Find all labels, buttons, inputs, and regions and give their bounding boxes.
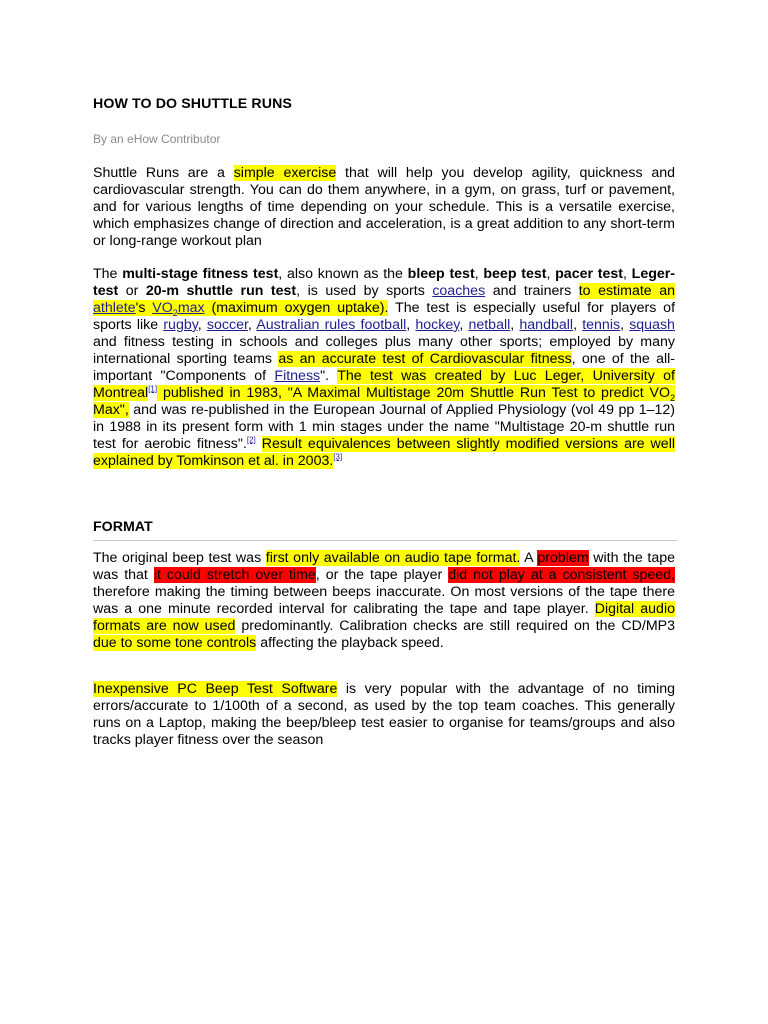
text: ,	[474, 266, 484, 282]
highlight-yellow: Inexpensive PC Beep Test Software	[93, 681, 338, 697]
bold-term: Leger-test	[93, 266, 676, 299]
text: published in 1983, "A Maximal Multistage 20m Shuttle Run Test to predict VO	[157, 385, 670, 401]
highlight-red: did not play at a consistent speed,	[448, 567, 676, 583]
text: Shuttle Runs are a	[93, 165, 234, 181]
link-handball[interactable]: handball	[519, 317, 574, 333]
link-fitness[interactable]: Fitness	[274, 368, 321, 384]
text: ,	[546, 266, 556, 282]
text: (maximum oxygen uptake).	[204, 300, 389, 316]
link-australian-rules-football[interactable]: Australian rules football	[256, 317, 407, 333]
text: , or the tape player	[315, 567, 449, 583]
software-paragraph	[93, 681, 675, 749]
text: ,	[197, 317, 207, 333]
text: and was re-published in the European Journal of Applied Physiology (vol 49 pp 1–12) in 1988 in its present form with 1 min stages under the name "Multistage 20-m shuttle run test for aerobic fitness".	[93, 402, 675, 452]
link-coaches[interactable]: coaches	[432, 283, 486, 299]
text: The original beep test was	[93, 550, 266, 566]
subscript: 2	[669, 392, 675, 403]
link-netball[interactable]: netball	[468, 317, 511, 333]
text: ,	[622, 266, 632, 282]
text	[256, 436, 262, 452]
text: ,	[573, 317, 583, 333]
highlight-yellow: first only available on audio tape format.	[265, 550, 521, 566]
highlight-yellow: as an accurate test of Cardiovascular fitness	[278, 351, 572, 367]
highlight-yellow: simple exercise	[233, 165, 337, 181]
text: with the tape was that	[93, 550, 675, 583]
citation-2[interactable]: [2]	[246, 435, 256, 445]
text: that will help you develop agility, quickness and cardiovascular strength. You can do them anywhere, in a gym, on grass, turf or pavement, and for various lengths of time depending on your schedule. This is a versatile exercise, which emphasizes change of direction and acceleration, is a great addition to any short-term or long-range workout plan	[93, 165, 676, 249]
highlight-yellow: Digital audio formats are now used	[93, 601, 675, 634]
text: ,	[510, 317, 520, 333]
text: The	[93, 266, 123, 282]
bold-term: 20-m shuttle run test	[145, 283, 297, 299]
text: ,	[406, 317, 416, 333]
highlight-yellow: Result equivalences between slightly modified versions are well explained by Tomkinson et al. in 2003.	[93, 436, 675, 469]
bold-term: pacer test	[555, 266, 623, 282]
highlight-red: it could stretch over time	[153, 567, 316, 583]
text: ,	[459, 317, 469, 333]
fitness-test-paragraph	[93, 266, 675, 470]
highlight-red: problem	[537, 550, 589, 566]
page-title: HOW TO DO SHUTTLE RUNS	[93, 96, 292, 112]
citation-1[interactable]: [1]	[148, 384, 158, 394]
section-heading-format: FORMAT	[93, 519, 153, 535]
text: and fitness testing in schools and colleges plus many other sports; employed by many international sporting teams	[93, 334, 675, 367]
link-rugby[interactable]: rugby	[163, 317, 198, 333]
highlight-yellow: due to some tone controls	[93, 635, 257, 651]
text: or	[118, 283, 146, 299]
intro-paragraph	[93, 165, 675, 250]
byline: By an eHow Contributor	[93, 132, 221, 146]
link-vo2max[interactable]	[152, 300, 204, 316]
link-soccer[interactable]: soccer	[206, 317, 248, 333]
highlight-yellow: The test was created by Luc Leger, University of Montreal	[93, 368, 675, 401]
text: 's	[135, 300, 153, 316]
text: , also known as the	[278, 266, 408, 282]
bold-term: multi-stage fitness test	[122, 266, 279, 282]
text: Max",	[93, 402, 129, 418]
text: A	[520, 550, 538, 566]
link-tennis[interactable]: tennis	[582, 317, 621, 333]
link-squash[interactable]: squash	[629, 317, 675, 333]
format-paragraph	[93, 550, 675, 652]
text: max	[177, 300, 205, 316]
link-athlete[interactable]: athlete	[93, 300, 136, 316]
text: VO	[152, 300, 173, 316]
text: and trainers	[485, 283, 579, 299]
section-divider	[93, 540, 677, 541]
link-hockey[interactable]: hockey	[415, 317, 460, 333]
text: ".	[320, 368, 338, 384]
text: , is used by sports	[296, 283, 433, 299]
bold-term: bleep test	[407, 266, 475, 282]
citation-3[interactable]: [3]	[333, 452, 343, 462]
text: ,	[247, 317, 257, 333]
bold-term: beep test	[483, 266, 547, 282]
text: ,	[620, 317, 630, 333]
text: is very popular with the advantage of no timing errors/accurate to 1/100th of a second, as used by the top team coaches. This generally runs on a Laptop, making the beep/bleep test easier to organise for teams/groups and also tracks player fitness over the season	[93, 681, 676, 748]
text: The test is especially useful for players of sports like	[93, 300, 676, 333]
text: predominantly. Calibration checks are still required on the CD/MP3	[235, 618, 675, 634]
text: , one of the all-important "Components of	[93, 351, 675, 384]
text: therefore making the timing between beeps inaccurate. On most versions of the tape there was a one minute recorded interval for calibrating the tape and tape player.	[93, 584, 675, 617]
text: affecting the playback speed.	[256, 635, 444, 651]
subscript: 2	[172, 307, 178, 318]
text: to estimate an	[578, 283, 675, 299]
